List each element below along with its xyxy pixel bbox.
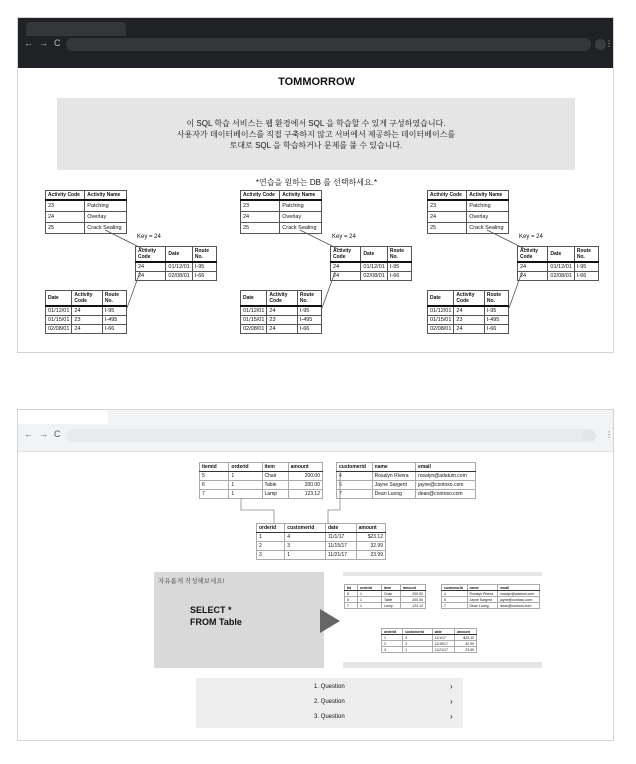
table-cell: I-95 (297, 306, 321, 316)
browser-window-practice (17, 409, 614, 741)
column-header: email (498, 585, 540, 591)
table-cell: 02/08/01 (46, 325, 72, 334)
column-header: item (262, 463, 288, 472)
table-cell: Patching (280, 200, 322, 211)
table-cell: Jayne Sargent (467, 597, 498, 603)
table-cell: 23 (72, 316, 102, 325)
result-items-table (344, 584, 426, 609)
table-cell: 01/12/01 (548, 262, 574, 272)
column-header: date (325, 524, 356, 533)
table-cell: 02/08/01 (361, 272, 387, 281)
table-cell: 24 (267, 325, 297, 334)
table-cell: I-95 (574, 262, 598, 272)
table-cell: 01/15/01 (46, 316, 72, 325)
table-cell: I-66 (102, 325, 126, 334)
arrow-from-activity (487, 230, 527, 250)
table-cell: 6 (442, 597, 468, 603)
table-cell: 123.12 (288, 490, 322, 499)
table-cell: 123.12 (401, 603, 426, 609)
table-cell: I-95 (484, 306, 508, 316)
table-row (442, 603, 540, 609)
table-cell: Overlay (467, 211, 509, 222)
address-bar[interactable] (66, 38, 591, 51)
table-cell: Lamp (381, 603, 400, 609)
question-label: 2. Question (314, 699, 345, 705)
table-cell: 11/21/17 (325, 551, 356, 560)
table-cell: 32.99 (455, 641, 477, 647)
intro-line: 사용자가 데이터베이스를 직접 구축하지 않고 서버에서 제공하는 데이터베이스를 (176, 130, 456, 139)
table-cell: 24 (46, 211, 85, 222)
menu-icon[interactable]: ⋮ (605, 430, 613, 439)
table-cell: I-66 (387, 272, 411, 281)
table-cell: Patching (467, 200, 509, 211)
chevron-right-icon: › (450, 697, 453, 706)
table-cell: 1 (285, 551, 326, 560)
column-header: amount (288, 463, 322, 472)
table-cell: 24 (72, 325, 102, 334)
column-header: Activity Code (241, 191, 280, 201)
table-cell: 200.00 (401, 591, 426, 597)
column-header: Date (241, 291, 267, 307)
table-cell: 01/15/01 (241, 316, 267, 325)
table-cell: 3 (382, 647, 403, 653)
browser-toolbar (18, 18, 613, 68)
table-cell: 7 (337, 490, 373, 499)
table-cell: 11/15/17 (325, 542, 356, 551)
column-header: Activity Code (428, 191, 467, 201)
column-header: orderid (229, 463, 262, 472)
table-cell: 200.00 (288, 481, 322, 490)
table-cell: 7 (200, 490, 229, 499)
result-preview (343, 576, 542, 662)
table-cell: dean@contoso.com (416, 490, 476, 499)
table-cell: Overlay (280, 211, 322, 222)
relation-arrows (240, 190, 412, 350)
table-cell: 1 (358, 591, 382, 597)
table-cell: Patching (85, 200, 127, 211)
column-header: customerid (403, 629, 432, 635)
result-orders-table (381, 628, 477, 653)
table-cell: Rosalyn Rivera (372, 472, 415, 481)
question-label: 3. Question (314, 714, 345, 720)
column-header: Activity Code (518, 247, 548, 263)
column-header: Activity Code (72, 291, 102, 307)
result-customers-table (441, 584, 540, 609)
column-header: Activity Name (280, 191, 322, 201)
forward-icon[interactable]: → (39, 429, 48, 439)
column-header: itemid (200, 463, 229, 472)
table-cell: 24 (267, 306, 297, 316)
table-cell: Crack Sealing (467, 222, 509, 233)
table-cell: 5 (345, 591, 358, 597)
table-cell: jayne@contoso.com (498, 597, 540, 603)
table-cell: 02/08/01 (166, 272, 192, 281)
table-cell: 11/1/17 (432, 635, 455, 641)
column-header: amount (356, 524, 385, 533)
table-cell: 4 (442, 591, 468, 597)
table-cell: 24 (136, 272, 166, 281)
table-cell: I-66 (192, 272, 216, 281)
table-cell: Table (262, 481, 288, 490)
table-cell: $23.12 (356, 533, 385, 542)
table-cell: Chair (381, 591, 400, 597)
table-cell: 1 (229, 481, 262, 490)
table-cell: 32.99 (356, 542, 385, 551)
sql-line: SELECT * (190, 605, 232, 615)
table-cell: Chair (262, 472, 288, 481)
table-cell: 25 (46, 222, 85, 233)
question-item[interactable] (196, 680, 463, 696)
table-cell: 6 (200, 481, 229, 490)
column-header: orderid (382, 629, 403, 635)
question-item[interactable] (196, 695, 463, 711)
table-cell: 01/12/01 (428, 306, 454, 316)
table-cell: 200.00 (288, 472, 322, 481)
table-cell: 01/12/01 (46, 306, 72, 316)
sql-editor[interactable] (154, 572, 324, 668)
arrow-from-log (322, 272, 335, 308)
table-cell: I-66 (574, 272, 598, 281)
column-header: Date (46, 291, 72, 307)
table-cell: I-95 (192, 262, 216, 272)
table-cell: Overlay (85, 211, 127, 222)
browser-tab[interactable] (26, 22, 126, 36)
table-cell: 24 (454, 325, 484, 334)
table-cell: 3 (403, 641, 432, 647)
table-cell: Crack Sealing (280, 222, 322, 233)
table-cell: 1 (358, 597, 382, 603)
table-cell: 24 (454, 306, 484, 316)
reload-icon[interactable]: C (54, 429, 61, 439)
relation-arrows (427, 190, 599, 350)
table-cell: 23 (46, 200, 85, 211)
column-header: email (416, 463, 476, 472)
table-cell: Table (381, 597, 400, 603)
arrow-from-activity (105, 230, 145, 250)
column-header: Activity Code (267, 291, 297, 307)
arrow-from-log (127, 272, 140, 308)
table-cell: 1 (382, 635, 403, 641)
table-cell: 23 (428, 200, 467, 211)
db-option-1[interactable] (45, 190, 217, 350)
reload-icon[interactable]: C (54, 38, 61, 48)
table-cell: I-495 (102, 316, 126, 325)
table-cell: 4 (403, 635, 432, 641)
result-panel (343, 572, 542, 668)
table-cell: 24 (518, 272, 548, 281)
table-cell: I-95 (387, 262, 411, 272)
table-cell: I-495 (297, 316, 321, 325)
table-cell: I-95 (102, 306, 126, 316)
table-cell: 7 (442, 603, 468, 609)
column-header: Date (361, 247, 387, 263)
table-cell: 4 (337, 472, 373, 481)
column-header: Route No. (102, 291, 126, 307)
table-cell: 24 (331, 262, 361, 272)
table-cell: 01/15/01 (428, 316, 454, 325)
intro-line: 이 SQL 학습 서비스는 웹 환경에서 SQL 을 학습할 수 있게 구성하였습니다. (186, 119, 446, 128)
table-cell: 02/08/01 (241, 325, 267, 334)
column-header: name (372, 463, 415, 472)
column-header: Route No. (484, 291, 508, 307)
table-cell: 6 (337, 481, 373, 490)
table-cell: I-495 (484, 316, 508, 325)
menu-icon[interactable]: ⋮ (605, 39, 613, 48)
table-cell: 24 (72, 306, 102, 316)
column-header: orderid (358, 585, 382, 591)
table-cell: 24 (136, 262, 166, 272)
db-select-prompt: *연습을 원하는 DB 를 선택하세요.* (255, 178, 378, 187)
key-label: Key = 24 (519, 234, 543, 240)
run-arrow-icon[interactable] (320, 609, 340, 633)
question-list (196, 678, 463, 728)
chevron-right-icon: › (450, 682, 453, 691)
arrow-from-activity (300, 230, 340, 250)
table-cell: 23 (241, 200, 280, 211)
column-header: amount (401, 585, 426, 591)
table-cell: 11/1/17 (325, 533, 356, 542)
sql-text[interactable] (190, 604, 242, 628)
column-header: Route No. (192, 247, 216, 263)
table-cell: 02/08/01 (548, 272, 574, 281)
table-cell: 1 (229, 472, 262, 481)
table-cell: Dean Luong (467, 603, 498, 609)
column-header: name (467, 585, 498, 591)
table-cell: 11/21/17 (432, 647, 455, 653)
table-cell: Crack Sealing (85, 222, 127, 233)
column-header: customerid (285, 524, 326, 533)
table-cell: 1 (358, 603, 382, 609)
table-cell: Dean Luong (372, 490, 415, 499)
table-cell: 1 (229, 490, 262, 499)
key-label: Key = 24 (332, 234, 356, 240)
db-option-2[interactable] (240, 190, 412, 350)
column-header: customerid (442, 585, 468, 591)
table-cell: 23.99 (356, 551, 385, 560)
table-cell: 24 (518, 262, 548, 272)
column-header: Route No. (574, 247, 598, 263)
column-header: Activity Code (46, 191, 85, 201)
table-cell: 23.99 (455, 647, 477, 653)
column-header: Route No. (297, 291, 321, 307)
sql-line: FROM Table (190, 617, 242, 627)
column-header: tid (345, 585, 358, 591)
link-orders-customers (328, 470, 340, 523)
table-cell: 3 (285, 542, 326, 551)
table-cell: 25 (241, 222, 280, 233)
intro-box (57, 98, 575, 170)
table-cell: rosalyn@adatum.com (498, 591, 540, 597)
table-row (345, 603, 426, 609)
link-items-orders (241, 498, 274, 523)
nav-buttons (24, 38, 61, 48)
table-cell: 5 (200, 472, 229, 481)
table-cell: 23 (267, 316, 297, 325)
table-cell: Rosalyn Rivera (467, 591, 498, 597)
arrow-from-log (509, 272, 522, 308)
table-cell: 4 (285, 533, 326, 542)
relation-arrows (45, 190, 217, 350)
table-cell: I-66 (484, 325, 508, 334)
table-cell: I-66 (297, 325, 321, 334)
question-item[interactable] (196, 710, 463, 726)
column-header: Activity Code (331, 247, 361, 263)
table-cell: 7 (345, 603, 358, 609)
column-header: date (432, 629, 455, 635)
column-header: orderid (257, 524, 285, 533)
table-cell: 2 (257, 542, 285, 551)
table-cell: 25 (428, 222, 467, 233)
browser-window-intro (17, 17, 614, 353)
table-cell: Lamp (262, 490, 288, 499)
table-cell: rosalyn@adatum.com (416, 472, 476, 481)
table-cell: $23.12 (455, 635, 477, 641)
chevron-right-icon: › (450, 712, 453, 721)
column-header: Date (428, 291, 454, 307)
column-header: amount (455, 629, 477, 635)
db-option-3[interactable] (427, 190, 599, 350)
table-cell: 3 (257, 551, 285, 560)
table-cell: 02/08/01 (428, 325, 454, 334)
table-cell: 24 (241, 211, 280, 222)
key-label: Key = 24 (137, 234, 161, 240)
column-header: Activity Name (85, 191, 127, 201)
question-label: 1. Question (314, 684, 345, 690)
back-icon[interactable]: ← (24, 38, 33, 48)
schema-links (18, 410, 614, 570)
table-cell: 01/12/01 (361, 262, 387, 272)
editor-hint: 자유롭게 작성해보세요! (158, 578, 225, 585)
table-cell: jayne@contoso.com (416, 481, 476, 490)
column-header: Activity Name (467, 191, 509, 201)
table-cell: 1 (403, 647, 432, 653)
forward-icon[interactable]: → (39, 38, 48, 48)
column-header: item (381, 585, 400, 591)
column-header: Activity Code (136, 247, 166, 263)
table-cell: 200.00 (401, 597, 426, 603)
column-header: Date (548, 247, 574, 263)
column-header: customerid (337, 463, 373, 472)
table-cell: 24 (331, 272, 361, 281)
table-cell: 23 (454, 316, 484, 325)
table-cell: 01/12/01 (241, 306, 267, 316)
column-header: Date (166, 247, 192, 263)
table-cell: 2 (382, 641, 403, 647)
intro-line: 토대로 SQL 을 학습하거나 문제를 풀 수 있습니다. (229, 141, 403, 150)
table-cell: 6 (345, 597, 358, 603)
table-cell: 24 (428, 211, 467, 222)
table-cell: dean@contoso.com (498, 603, 540, 609)
table-cell: 1 (257, 533, 285, 542)
table-cell: Jayne Sargent (372, 481, 415, 490)
column-header: Route No. (387, 247, 411, 263)
column-header: Activity Code (454, 291, 484, 307)
table-cell: 11/15/17 (432, 641, 455, 647)
page-title: TOMMORROW (278, 76, 355, 88)
back-icon[interactable]: ← (24, 429, 33, 439)
table-row (382, 647, 477, 653)
table-cell: 01/12/01 (166, 262, 192, 272)
